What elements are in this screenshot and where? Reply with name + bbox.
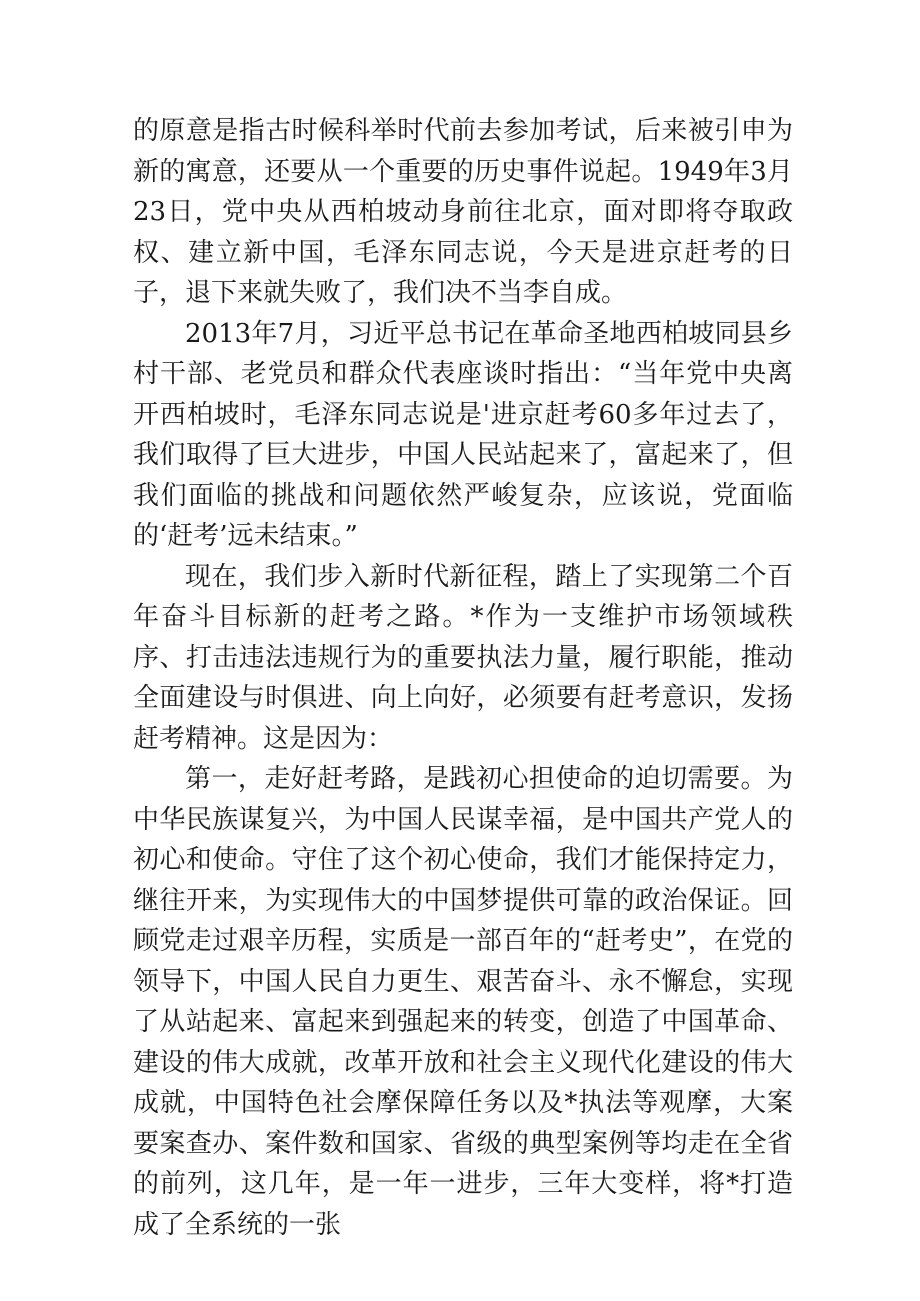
paragraph-2: 2013年7月，习近平总书记在革命圣地西柏坡同县乡村干部、老党员和群众代表座谈时指出：“当年党中央离开西柏坡时，毛泽东同志说是'进京赶考60多年过去了，我们取得了巨大进步，中国人民站起来了，富起来了，但我们面临的挑战和问题依然严峻复杂，应该说，党面临的‘赶考’远未结束。” [133,318,793,551]
paragraph-3: 现在，我们步入新时代新征程，踏上了实现第二个百年奋斗目标新的赶考之路。*作为一支维护市场领域秩序、打击违法违规行为的重要执法力量，履行职能，推动全面建设与时俱进、向上向好，必须要有赶考意识，发扬赶考精神。这是因为： [133,561,793,754]
paragraph-4: 第一，走好赶考路，是践初心担使命的迫切需要。为中华民族谋复兴，为中国人民谋幸福，是中国共产党人的初心和使命。守住了这个初心使命，我们才能保持定力，继往开来，为实现伟大的中国梦提供可靠的政治保证。回顾党走过艰辛历程，实质是一部百年的“赶考史”，在党的领导下，中国人民自力更生、艰苦奋斗、永不懈怠，实现了从站起来、富起来到强起来的转变，创造了中国革命、建设的伟大成就，改革开放和社会主义现代化建设的伟大成就，中国特色社会摩保障任务以及*执法等观摩，大案要案查办、案件数和国家、省级的典型案例等均走在全省的前列，这几年，是一年一进步，三年大变样，将*打造成了全系统的一张 [133,764,793,1240]
paragraph-1: 的原意是指古时候科举时代前去参加考试，后来被引申为新的寓意，还要从一个重要的历史事件说起。1949年3月23日，党中央从西柏坡动身前往北京，面对即将夺取政权、建立新中国，毛泽东同志说，今天是进京赶考的日子，退下来就失败了，我们决不当李自成。 [133,116,793,308]
document-body [133,111,793,1245]
